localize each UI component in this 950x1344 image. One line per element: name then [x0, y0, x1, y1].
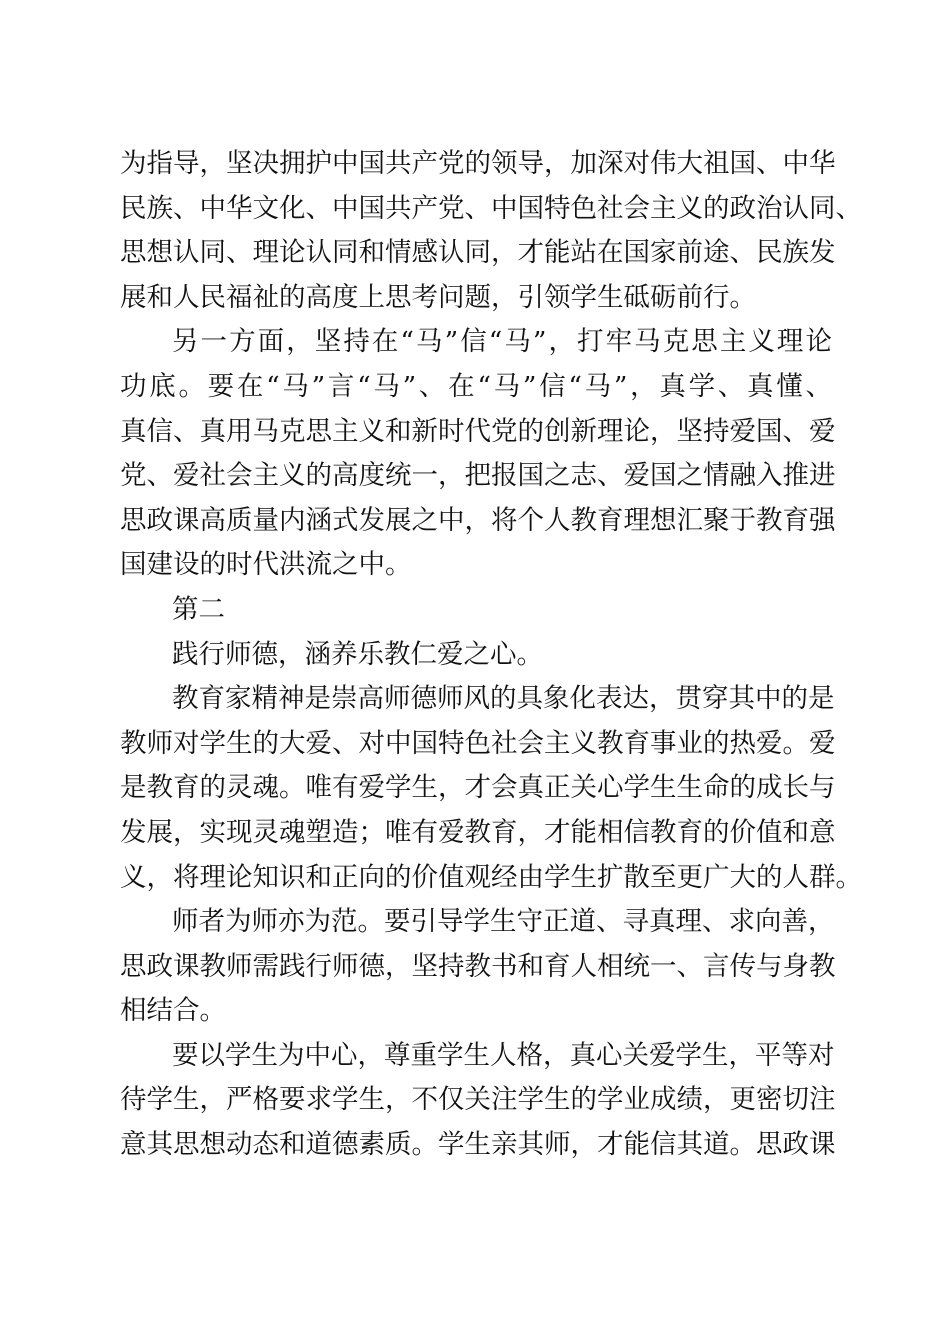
text-line: 要以学生为中心，尊重学生人格，真心关爱学生，平等对: [172, 1039, 835, 1071]
section-heading: 第二: [172, 593, 225, 625]
text-line: 教育家精神是崇高师德师风的具象化表达，贯穿其中的是: [172, 683, 835, 715]
section-subheading: 践行师德，涵养乐教仁爱之心。: [172, 638, 543, 670]
text-line: 思政课教师需践行师德，坚持教书和育人相统一、言传与身教: [120, 950, 836, 982]
text-line: 展和人民福祉的高度上思考问题，引领学生砥砺前行。: [120, 281, 756, 313]
text-line: 思政课高质量内涵式发展之中，将个人教育理想汇聚于教育强: [120, 504, 836, 536]
text-line: 党、爱社会主义的高度统一，把报国之志、爱国之情融入推进: [120, 460, 836, 492]
text-line: 师者为师亦为范。要引导学生守正道、寻真理、求向善，: [172, 906, 835, 938]
text-line: 意其思想动态和道德素质。学生亲其师，才能信其道。思政课: [120, 1129, 836, 1161]
text-line: 民族、中华文化、中国共产党、中国特色社会主义的政治认同、: [120, 192, 862, 224]
text-line: 义，将理论知识和正向的价值观经由学生扩散至更广大的人群。: [120, 861, 862, 893]
text-line: 是教育的灵魂。唯有爱学生，才会真正关心学生生命的成长与: [120, 772, 836, 804]
text-line: 为指导，坚决拥护中国共产党的领导，加深对伟大祖国、中华: [120, 148, 836, 179]
text-line: 待学生，严格要求学生，不仅关注学生的学业成绩，更密切注: [120, 1084, 836, 1116]
text-line: 真信、真用马克思主义和新时代党的创新理论，坚持爱国、爱: [120, 415, 836, 447]
text-line: 相结合。: [120, 995, 226, 1027]
document-body: [120, 142, 862, 1168]
text-line: 另一方面，坚持在“马”信“马”，打牢马克思主义理论: [172, 326, 832, 358]
text-line: 思想认同、理论认同和情感认同，才能站在国家前途、民族发: [120, 237, 836, 269]
text-line: 功底。要在“马”言“马”、在“马”信“马”，真学、真懂、: [120, 370, 832, 402]
text-line: 国建设的时代洪流之中。: [120, 549, 412, 581]
text-line: 发展，实现灵魂塑造；唯有爱教育，才能相信教育的价值和意: [120, 816, 836, 848]
text-line: 教师对学生的大爱、对中国特色社会主义教育事业的热爱。爱: [120, 727, 836, 759]
